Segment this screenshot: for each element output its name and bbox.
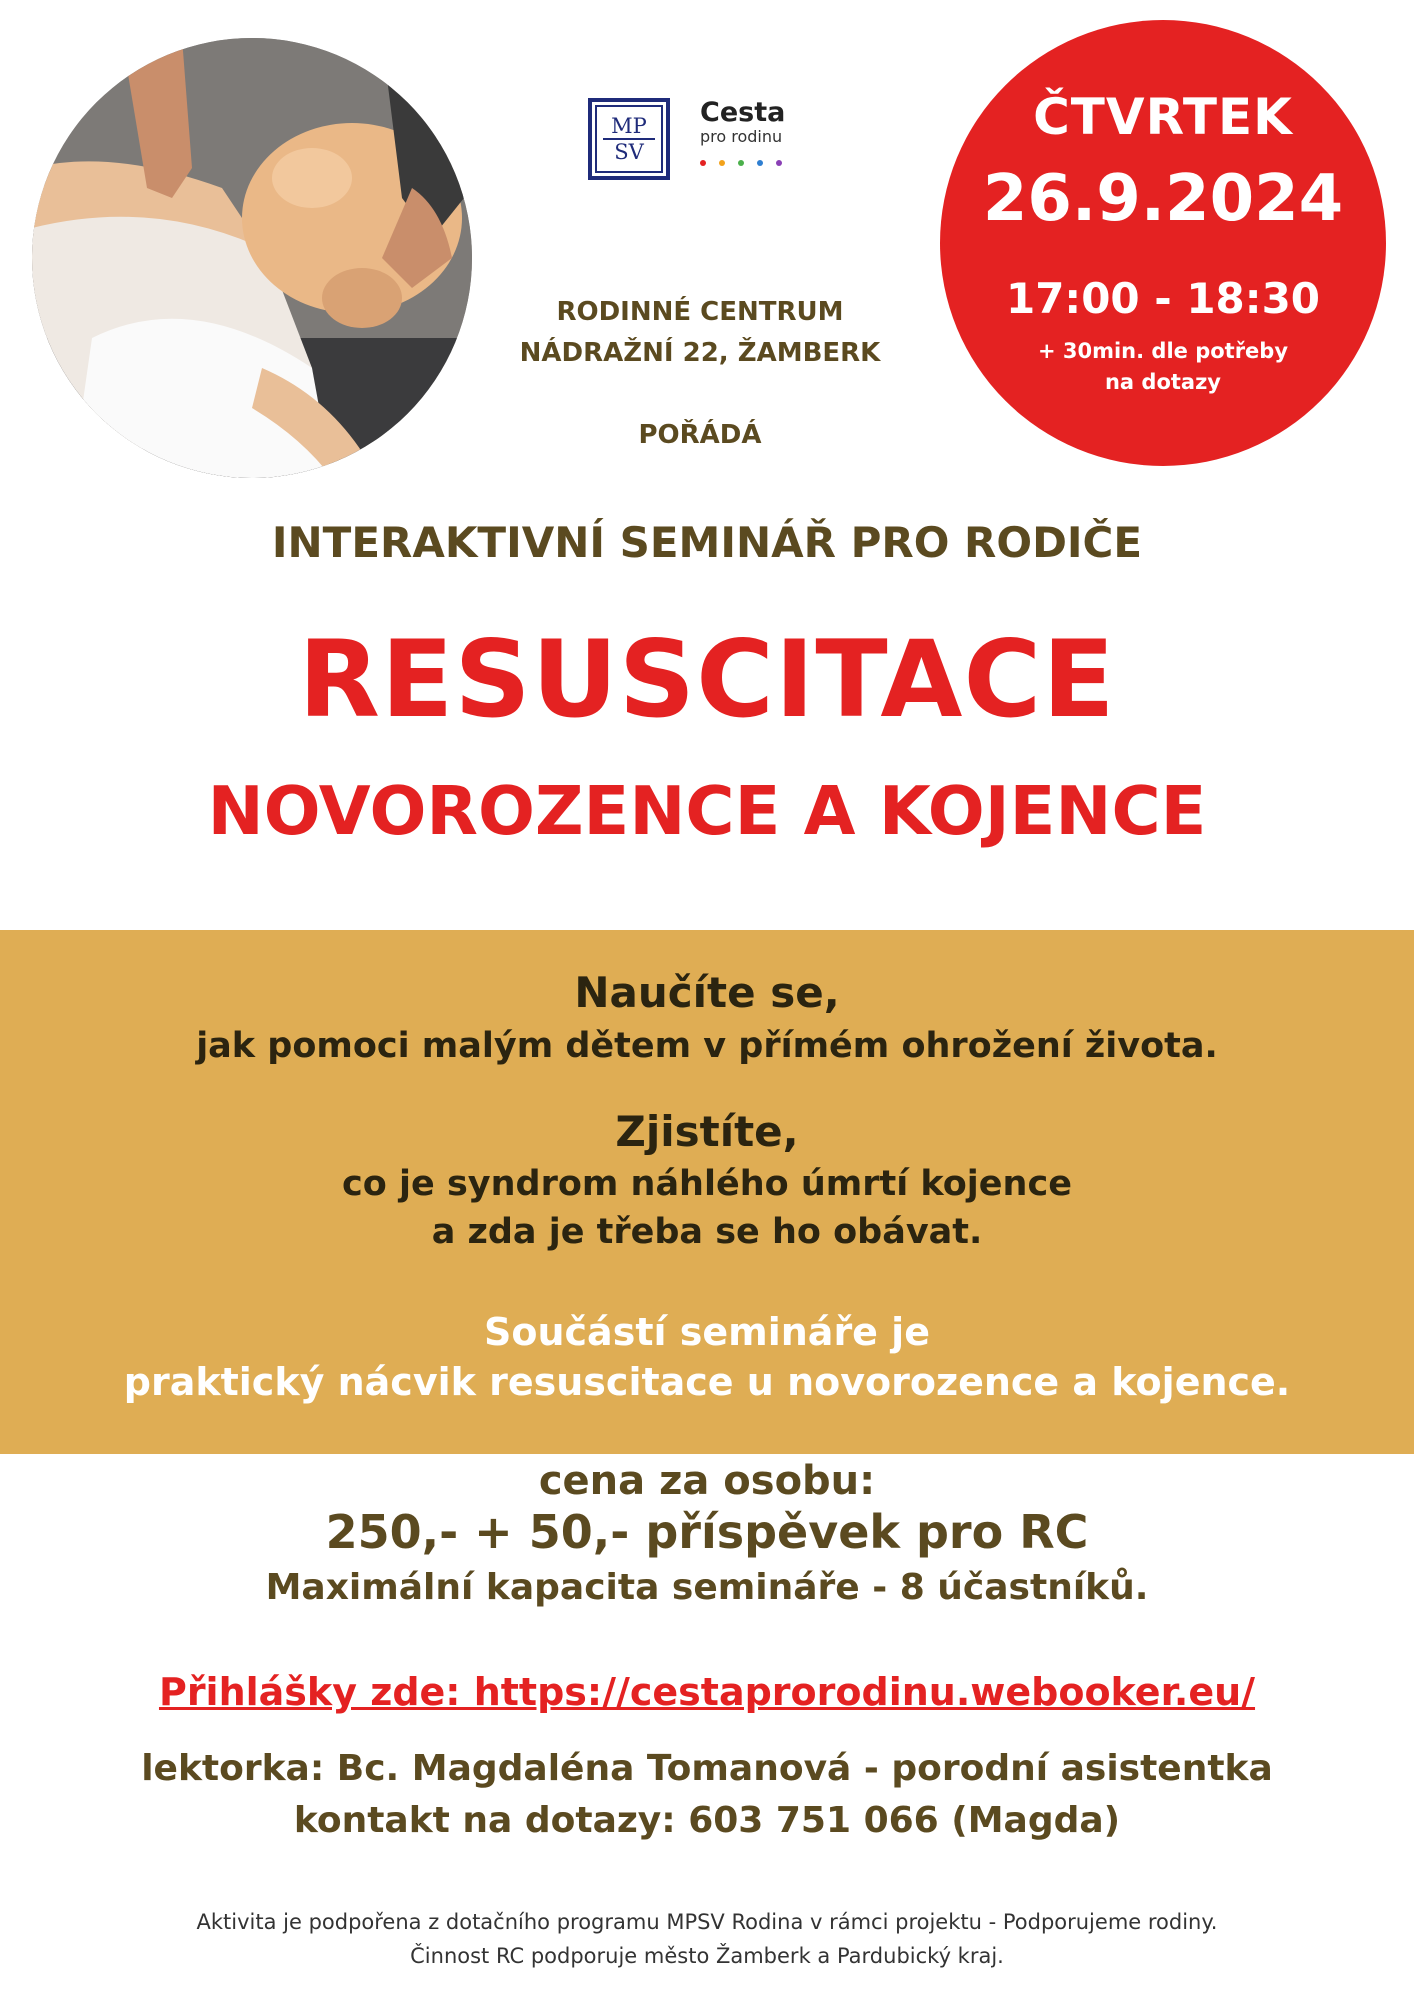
- date-badge: [940, 20, 1386, 466]
- organizer-name: RODINNÉ CENTRUM: [556, 297, 844, 327]
- event-day: ČTVRTEK: [1033, 88, 1293, 146]
- band-heading-find: Zjistíte,: [615, 1107, 799, 1156]
- seminar-title-line2: NOVOROZENCE A KOJENCE: [207, 772, 1207, 850]
- cesta-logo-title: Cesta: [700, 97, 786, 128]
- band-text-sids: co je syndrom náhlého úmrtí kojence: [342, 1164, 1072, 1204]
- organizer-block: [470, 292, 930, 374]
- organizer-action: POŘÁDÁ: [638, 420, 762, 450]
- mpsv-logo-mark: [595, 105, 663, 173]
- logo-dot: [776, 160, 782, 166]
- band-practice-text: praktický nácvik resuscitace u novorozence a kojence.: [123, 1360, 1291, 1404]
- cpr-illustration: [32, 38, 472, 478]
- band-heading-learn: Naučíte se,: [574, 968, 840, 1017]
- cesta-pro-rodinu-logo: [700, 98, 820, 188]
- logo-dot: [719, 160, 725, 166]
- contact-phone: kontakt na dotazy: 603 751 066 (Magda): [293, 1800, 1121, 1841]
- registration-link[interactable]: Přihlášky zde: https://cestaprorodinu.webooker.eu/: [158, 1670, 1256, 1714]
- cpr-photo: [32, 38, 472, 478]
- mpsv-logo-top: MP: [611, 114, 647, 138]
- band-text-learn: jak pomoci malým dětem v přímém ohrožení života.: [196, 1026, 1218, 1066]
- band-text-sids2: a zda je třeba se ho obávat.: [431, 1212, 983, 1252]
- footer-line2: Činnost RC podporuje město Žamberk a Pardubický kraj.: [410, 1944, 1004, 1968]
- band-practice-intro: Součástí semináře je: [484, 1310, 930, 1354]
- cesta-logo-subtitle: pro rodinu: [700, 127, 783, 146]
- logo-dot: [757, 160, 763, 166]
- lecturer-info: lektorka: Bc. Magdaléna Tomanová - porodní asistentka: [141, 1748, 1273, 1789]
- price-label: cena za osobu:: [538, 1458, 876, 1504]
- cesta-logo-dots: [700, 151, 820, 159]
- footer-line1: Aktivita je podpořena z dotačního programu MPSV Rodina v rámci projektu - Podporujeme rodiny.: [196, 1910, 1218, 1934]
- seminar-subtitle: INTERAKTIVNÍ SEMINÁŘ PRO RODIČE: [271, 518, 1143, 567]
- logo-dot: [738, 160, 744, 166]
- capacity-text: Maximální kapacita semináře - 8 účastníků.: [265, 1567, 1149, 1608]
- event-time: 17:00 - 18:30: [1005, 274, 1321, 323]
- logo-dot: [700, 160, 706, 166]
- seminar-title: RESUSCITACE: [298, 618, 1116, 741]
- mpsv-logo-bottom: SV: [614, 140, 644, 164]
- event-extra-time: [1000, 336, 1326, 398]
- event-extra-line2: na dotazy: [1104, 370, 1221, 394]
- organizer-address: NÁDRAŽNÍ 22, ŽAMBERK: [519, 338, 881, 368]
- event-date: 26.9.2024: [982, 162, 1344, 236]
- event-extra-line1: + 30min. dle potřeby: [1037, 339, 1289, 363]
- mpsv-logo: [588, 98, 670, 180]
- price-amount: 250,- + 50,- příspěvek pro RC: [325, 1505, 1089, 1559]
